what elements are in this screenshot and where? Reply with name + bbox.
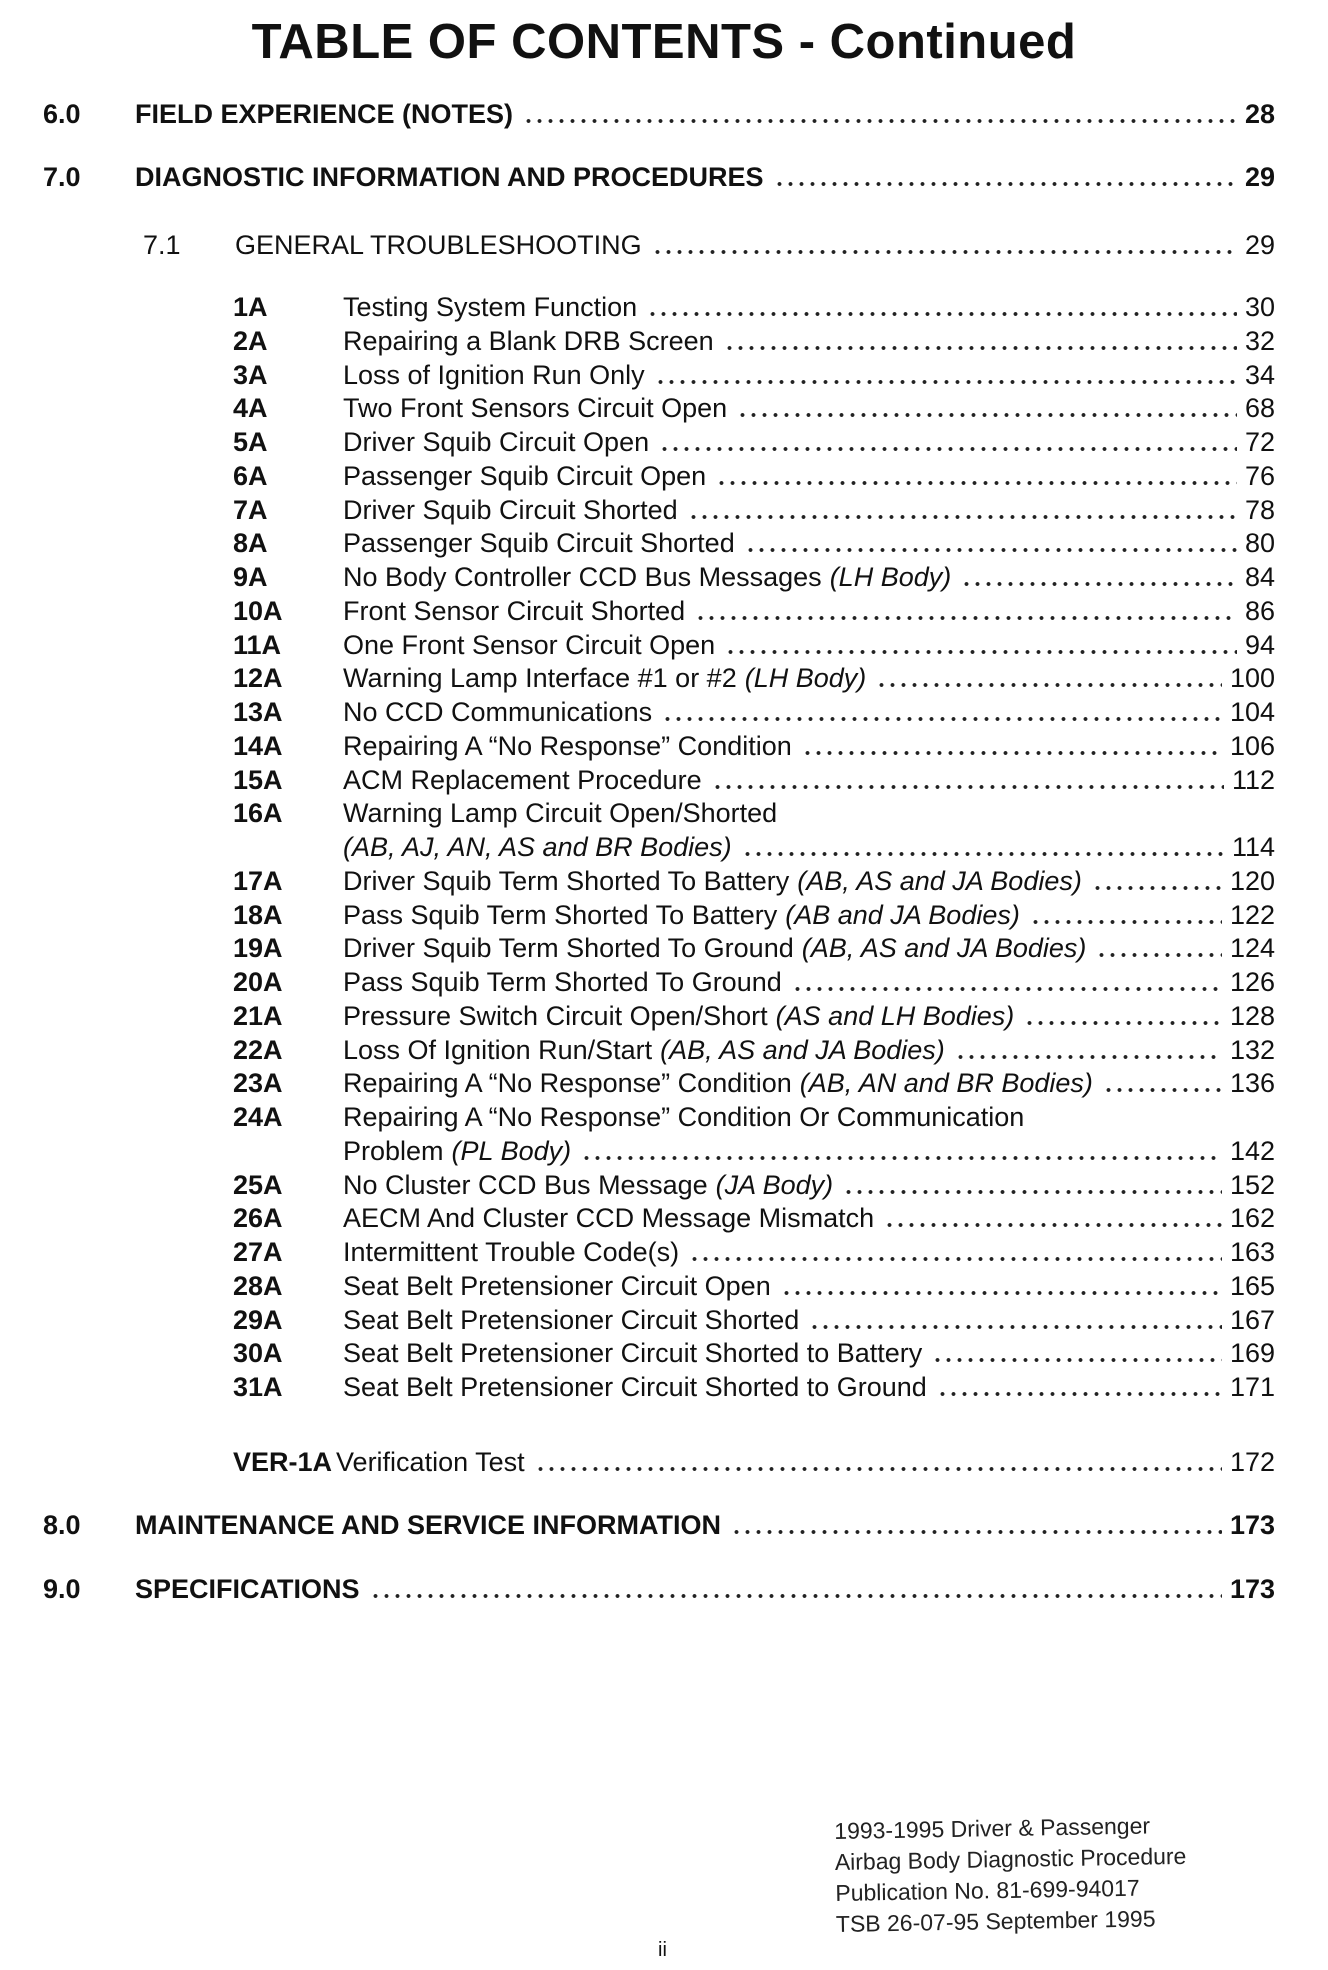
toc-test-entry[interactable] xyxy=(233,763,1275,797)
test-number: 20A xyxy=(233,967,283,997)
test-title: Seat Belt Pretensioner Circuit Shorted xyxy=(343,1304,800,1335)
test-number: 5A xyxy=(233,427,268,457)
toc-verification[interactable] xyxy=(233,1445,1275,1479)
test-number: 6A xyxy=(233,460,268,491)
test-title: Passenger Squib Circuit Shorted xyxy=(343,528,735,559)
page-ref: 34 xyxy=(1244,359,1275,390)
page-ref: 68 xyxy=(1244,393,1275,424)
toc-test-entry[interactable] xyxy=(233,1066,1275,1100)
test-title: No Cluster CCD Bus Message xyxy=(343,1169,708,1200)
body-note: (LH Body) xyxy=(829,562,952,592)
leader-dots xyxy=(712,771,1224,791)
test-title: Pass Squib Term Shorted To Ground xyxy=(343,967,782,997)
toc-test-entry[interactable] xyxy=(233,1303,1275,1337)
page-number: ii xyxy=(658,1939,667,1961)
test-number: 9A xyxy=(233,562,268,592)
test-title: Loss Of Ignition Run/Start xyxy=(343,1034,653,1065)
toc-test-entry[interactable] xyxy=(233,628,1275,662)
leader-dots xyxy=(535,1453,1222,1473)
section-title: SPECIFICATIONS xyxy=(135,1574,360,1604)
test-number: 28A xyxy=(233,1270,283,1301)
toc-test-entry[interactable] xyxy=(233,324,1275,358)
test-number: 12A xyxy=(233,663,283,694)
leader-dots xyxy=(792,973,1222,993)
page-ref: 72 xyxy=(1244,427,1275,457)
test-number: 11A xyxy=(233,629,282,660)
leader-dots xyxy=(370,1580,1222,1600)
toc-test-entry[interactable] xyxy=(233,661,1275,695)
toc-subsection-7-1[interactable] xyxy=(143,228,1275,262)
test-number: 30A xyxy=(233,1338,283,1369)
body-note: (AB, AS and JA Bodies) xyxy=(801,933,1087,964)
subsection-number: 7.1 xyxy=(143,230,181,260)
test-number: 31A xyxy=(233,1372,283,1402)
toc-section-9[interactable] xyxy=(43,1572,1275,1606)
page-ref: 142 xyxy=(1229,1135,1275,1166)
footer-line: 1993-1995 Driver & Passenger xyxy=(834,1812,1151,1844)
test-title: Pressure Switch Circuit Open/Short xyxy=(343,1000,768,1031)
test-title: No Body Controller CCD Bus Messages xyxy=(343,562,822,592)
toc-test-entry[interactable] xyxy=(233,1235,1275,1269)
test-title: Repairing a Blank DRB Screen xyxy=(343,325,714,356)
test-title: Driver Squib Term Shorted To Battery xyxy=(343,865,790,896)
test-number: 25A xyxy=(233,1169,283,1200)
leader-dots xyxy=(662,703,1222,723)
test-number: 17A xyxy=(233,865,283,896)
page-ref: 169 xyxy=(1229,1338,1275,1369)
test-number: VER-1A xyxy=(233,1447,333,1477)
test-number: 8A xyxy=(233,528,268,559)
toc-test-entry[interactable] xyxy=(233,1336,1275,1370)
toc-section-7[interactable] xyxy=(43,160,1275,194)
toc-test-entry[interactable] xyxy=(233,1100,1275,1134)
page-ref: 86 xyxy=(1244,595,1275,626)
toc-test-entry[interactable] xyxy=(233,965,1275,999)
body-note: (LH Body) xyxy=(744,663,867,694)
test-number: 2A xyxy=(233,325,268,356)
section-number: 7.0 xyxy=(43,162,81,192)
leader-dots xyxy=(652,236,1237,256)
toc-test-entry[interactable] xyxy=(233,898,1275,932)
test-title: Passenger Squib Circuit Open xyxy=(343,460,707,491)
test-number: 21A xyxy=(233,1000,283,1031)
body-note: (PL Body) xyxy=(451,1135,572,1166)
leader-dots xyxy=(731,1516,1222,1536)
test-title: Repairing A “No Response” Condition xyxy=(343,730,792,761)
test-title: Seat Belt Pretensioner Circuit Shorted to Ground xyxy=(343,1372,927,1402)
leader-dots xyxy=(581,1142,1222,1162)
test-title: Warning Lamp Circuit Open/Shorted xyxy=(343,798,778,829)
page-ref: 29 xyxy=(1244,162,1275,192)
toc-test-entry[interactable] xyxy=(233,931,1275,965)
section-number: 8.0 xyxy=(43,1510,81,1540)
test-number: 14A xyxy=(233,730,283,761)
leader-dots xyxy=(802,737,1222,757)
test-title-continued: (AB, AJ, AN, AS and BR Bodies) xyxy=(343,832,732,862)
toc-test-entry[interactable] xyxy=(233,560,1275,594)
test-title-continued: Problem xyxy=(343,1135,444,1166)
leader-dots xyxy=(745,534,1237,554)
leader-dots xyxy=(955,1041,1222,1061)
page-ref: 30 xyxy=(1244,292,1275,322)
test-title: Repairing A “No Response” Condition Or Communication xyxy=(343,1102,1025,1132)
page-ref: 172 xyxy=(1229,1447,1275,1477)
leader-dots xyxy=(695,602,1237,622)
leader-dots xyxy=(1030,906,1222,926)
toc-test-entry[interactable] xyxy=(233,594,1275,628)
page-ref: 94 xyxy=(1244,629,1275,660)
toc-test-entry-continued[interactable] xyxy=(343,1134,1275,1168)
section-title: DIAGNOSTIC INFORMATION AND PROCEDURES xyxy=(135,162,764,192)
test-title: Testing System Function xyxy=(343,292,638,322)
leader-dots xyxy=(961,568,1237,588)
test-number: 22A xyxy=(233,1034,283,1065)
section-number: 6.0 xyxy=(43,99,81,129)
test-number: 3A xyxy=(233,359,268,390)
leader-dots xyxy=(843,1176,1222,1196)
body-note: (AB, AS and JA Bodies) xyxy=(660,1034,945,1065)
page-ref: 32 xyxy=(1244,325,1275,356)
test-title: Repairing A “No Response” Condition xyxy=(343,1068,792,1099)
test-number: 16A xyxy=(233,798,283,829)
leader-dots xyxy=(1096,939,1222,959)
test-number: 7A xyxy=(233,494,268,525)
leader-dots xyxy=(937,1378,1222,1398)
page-ref: 163 xyxy=(1229,1237,1275,1267)
test-title: One Front Sensor Circuit Open xyxy=(343,629,716,660)
toc-test-entry[interactable] xyxy=(233,290,1275,324)
test-title: Driver Squib Circuit Open xyxy=(343,427,650,457)
page-ref: 165 xyxy=(1229,1270,1275,1301)
footer-line: Publication No. 81-699-94017 xyxy=(835,1874,1140,1906)
leader-dots xyxy=(737,399,1237,419)
test-number: 19A xyxy=(233,933,283,964)
leader-dots xyxy=(932,1344,1222,1364)
page-ref: 162 xyxy=(1229,1203,1275,1234)
test-number: 18A xyxy=(233,899,283,930)
leader-dots xyxy=(689,1243,1222,1263)
test-number: 23A xyxy=(233,1068,283,1099)
page-ref: 114 xyxy=(1231,832,1275,862)
page-ref: 171 xyxy=(1229,1372,1275,1402)
toc-test-entry[interactable] xyxy=(233,425,1275,459)
page-ref: 80 xyxy=(1244,528,1275,559)
test-number: 24A xyxy=(233,1102,283,1132)
test-number: 10A xyxy=(233,595,283,626)
body-note: (JA Body) xyxy=(715,1169,834,1200)
page-ref: 152 xyxy=(1229,1169,1275,1200)
page-ref: 112 xyxy=(1231,764,1275,795)
toc-test-entry[interactable] xyxy=(233,1168,1275,1202)
test-title: Seat Belt Pretensioner Circuit Shorted to Battery xyxy=(343,1338,923,1369)
toc-section-8[interactable] xyxy=(43,1508,1275,1542)
test-title: AECM And Cluster CCD Message Mismatch xyxy=(343,1203,875,1234)
test-title: Loss of Ignition Run Only xyxy=(343,359,645,390)
page-ref: 173 xyxy=(1229,1574,1275,1604)
page-ref: 76 xyxy=(1244,460,1275,491)
toc-test-entry[interactable] xyxy=(233,493,1275,527)
page-ref: 122 xyxy=(1229,899,1275,930)
leader-dots xyxy=(647,298,1237,318)
body-note: (AB and JA Bodies) xyxy=(785,899,1020,930)
section-title: MAINTENANCE AND SERVICE INFORMATION xyxy=(135,1510,722,1540)
page-ref: 167 xyxy=(1229,1304,1275,1335)
test-title: Warning Lamp Interface #1 or #2 xyxy=(343,663,737,694)
page-ref: 28 xyxy=(1244,99,1275,129)
leader-dots xyxy=(742,838,1224,858)
toc-test-entry[interactable] xyxy=(233,1370,1275,1404)
leader-dots xyxy=(1024,1007,1222,1027)
toc-test-entry[interactable] xyxy=(233,1201,1275,1235)
toc-section-6[interactable] xyxy=(43,97,1275,131)
leader-dots xyxy=(655,366,1237,386)
test-number: 29A xyxy=(233,1304,283,1335)
leader-dots xyxy=(1103,1074,1222,1094)
toc-test-entry[interactable] xyxy=(233,1269,1275,1303)
leader-dots xyxy=(725,636,1237,656)
footer-line: Airbag Body Diagnostic Procedure xyxy=(834,1842,1187,1875)
leader-dots xyxy=(724,332,1237,352)
leader-dots xyxy=(884,1209,1222,1229)
toc-test-entry[interactable] xyxy=(233,459,1275,493)
test-number: 1A xyxy=(233,292,268,322)
test-title: Verification Test xyxy=(336,1447,525,1477)
page-ref: 173 xyxy=(1229,1510,1275,1540)
leader-dots xyxy=(659,433,1237,453)
toc-test-entry[interactable] xyxy=(233,695,1275,729)
page-ref: 132 xyxy=(1229,1034,1275,1065)
page-ref: 120 xyxy=(1229,865,1275,896)
toc-test-entry[interactable] xyxy=(233,864,1275,898)
body-note: (AB, AS and JA Bodies) xyxy=(797,865,1082,896)
publication-info xyxy=(834,1810,1188,1940)
subsection-title: GENERAL TROUBLESHOOTING xyxy=(235,230,642,260)
leader-dots xyxy=(809,1311,1222,1331)
toc-test-entry[interactable] xyxy=(233,729,1275,763)
page-title: TABLE OF CONTENTS - Continued xyxy=(251,15,1077,69)
page-ref: 100 xyxy=(1229,663,1275,694)
leader-dots xyxy=(774,168,1237,188)
test-title: Pass Squib Term Shorted To Battery xyxy=(343,899,778,930)
toc-test-entry-continued[interactable] xyxy=(343,830,1275,864)
test-title: Front Sensor Circuit Shorted xyxy=(343,595,686,626)
leader-dots xyxy=(688,501,1237,521)
test-number: 15A xyxy=(233,764,283,795)
test-number: 26A xyxy=(233,1203,283,1234)
body-note: (AB, AN and BR Bodies) xyxy=(799,1068,1093,1099)
page-ref: 29 xyxy=(1244,230,1275,260)
test-title: Seat Belt Pretensioner Circuit Open xyxy=(343,1270,771,1301)
body-note: (AS and LH Bodies) xyxy=(775,1000,1015,1031)
page-ref: 128 xyxy=(1229,1000,1275,1031)
page-ref: 126 xyxy=(1229,967,1275,997)
toc-test-entry[interactable] xyxy=(233,358,1275,392)
toc-test-entry[interactable] xyxy=(233,526,1275,560)
footer-line: TSB 26-07-95 September 1995 xyxy=(835,1905,1156,1937)
test-number: 4A xyxy=(233,393,268,424)
toc-test-entry[interactable] xyxy=(233,391,1275,425)
page-ref: 78 xyxy=(1244,494,1275,525)
section-number: 9.0 xyxy=(43,1574,81,1604)
toc-test-entry[interactable] xyxy=(233,1033,1275,1067)
test-title: ACM Replacement Procedure xyxy=(343,764,702,795)
leader-dots xyxy=(716,467,1237,487)
toc-test-entry[interactable] xyxy=(233,999,1275,1033)
test-number: 27A xyxy=(233,1237,283,1267)
leader-dots xyxy=(523,105,1237,125)
page-ref: 124 xyxy=(1229,933,1275,964)
test-title: Two Front Sensors Circuit Open xyxy=(343,393,728,424)
section-title: FIELD EXPERIENCE (NOTES) xyxy=(135,99,514,129)
page-ref: 136 xyxy=(1229,1068,1275,1099)
leader-dots xyxy=(781,1277,1222,1297)
test-number: 13A xyxy=(233,697,283,727)
test-title: No CCD Communications xyxy=(343,697,653,727)
page-ref: 104 xyxy=(1229,697,1275,727)
test-title: Driver Squib Term Shorted To Ground xyxy=(343,933,794,964)
page-ref: 106 xyxy=(1229,730,1275,761)
toc-test-entry[interactable] xyxy=(233,796,1275,830)
leader-dots xyxy=(1092,872,1222,892)
page-ref: 84 xyxy=(1244,562,1275,592)
test-title: Intermittent Trouble Code(s) xyxy=(343,1237,680,1267)
leader-dots xyxy=(876,669,1222,689)
test-title: Driver Squib Circuit Shorted xyxy=(343,494,678,525)
